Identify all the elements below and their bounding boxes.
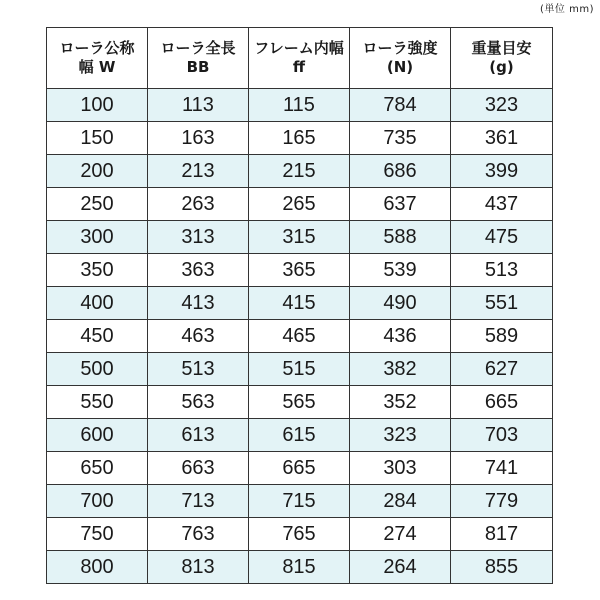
frame-inner-width-cell: 165 — [249, 122, 350, 155]
roller-length-cell: 363 — [148, 254, 249, 287]
header-line: ローラ強度 — [362, 39, 438, 57]
weight-cell: 475 — [451, 221, 553, 254]
table-row — [47, 89, 553, 122]
header-line: BB — [186, 58, 210, 76]
frame-inner-width-cell: 365 — [249, 254, 350, 287]
roller-strength-cell: 735 — [350, 122, 451, 155]
nominal-width-cell: 150 — [47, 122, 148, 155]
weight-cell: 323 — [451, 89, 553, 122]
weight-cell: 779 — [451, 485, 553, 518]
roller-strength-cell: 490 — [350, 287, 451, 320]
nominal-width-cell: 750 — [47, 518, 148, 551]
roller-strength-cell: 382 — [350, 353, 451, 386]
roller-length-cell: 413 — [148, 287, 249, 320]
table-row — [47, 452, 553, 485]
weight-cell: 855 — [451, 551, 553, 584]
weight-cell: 741 — [451, 452, 553, 485]
nominal-width-cell: 200 — [47, 155, 148, 188]
roller-length-cell: 163 — [148, 122, 249, 155]
frame-inner-width-cell: 815 — [249, 551, 350, 584]
nominal-width-cell: 700 — [47, 485, 148, 518]
header-line: フレーム内幅 — [254, 39, 344, 57]
header-frame-inner-width — [249, 28, 350, 89]
weight-cell: 399 — [451, 155, 553, 188]
roller-spec-table — [46, 27, 553, 584]
weight-cell: 627 — [451, 353, 553, 386]
table-body — [47, 89, 553, 584]
weight-cell: 551 — [451, 287, 553, 320]
weight-cell: 361 — [451, 122, 553, 155]
roller-strength-cell: 352 — [350, 386, 451, 419]
roller-length-cell: 463 — [148, 320, 249, 353]
header-line: ff — [292, 58, 306, 76]
table-row — [47, 155, 553, 188]
frame-inner-width-cell: 515 — [249, 353, 350, 386]
roller-strength-cell: 686 — [350, 155, 451, 188]
nominal-width-cell: 100 — [47, 89, 148, 122]
table-row — [47, 386, 553, 419]
nominal-width-cell: 650 — [47, 452, 148, 485]
table-row — [47, 551, 553, 584]
table-row — [47, 287, 553, 320]
roller-length-cell: 713 — [148, 485, 249, 518]
frame-inner-width-cell: 215 — [249, 155, 350, 188]
header-roller-strength — [350, 28, 451, 89]
table-row — [47, 518, 553, 551]
roller-strength-cell: 637 — [350, 188, 451, 221]
frame-inner-width-cell: 265 — [249, 188, 350, 221]
roller-strength-cell: 539 — [350, 254, 451, 287]
nominal-width-cell: 400 — [47, 287, 148, 320]
nominal-width-cell: 800 — [47, 551, 148, 584]
header-line: (g) — [489, 58, 514, 76]
nominal-width-cell: 250 — [47, 188, 148, 221]
roller-strength-cell: 303 — [350, 452, 451, 485]
roller-length-cell: 613 — [148, 419, 249, 452]
roller-length-cell: 263 — [148, 188, 249, 221]
frame-inner-width-cell: 715 — [249, 485, 350, 518]
header-row — [47, 28, 553, 89]
roller-strength-cell: 436 — [350, 320, 451, 353]
weight-cell: 437 — [451, 188, 553, 221]
header-line: 重量目安 — [471, 39, 532, 57]
table-row — [47, 353, 553, 386]
header-line: 幅 W — [78, 58, 116, 76]
unit-note: (単位 mm) — [540, 4, 594, 15]
roller-length-cell: 763 — [148, 518, 249, 551]
roller-strength-cell: 284 — [350, 485, 451, 518]
roller-strength-cell: 784 — [350, 89, 451, 122]
table-row — [47, 485, 553, 518]
roller-strength-cell: 588 — [350, 221, 451, 254]
roller-strength-cell: 274 — [350, 518, 451, 551]
nominal-width-cell: 500 — [47, 353, 148, 386]
nominal-width-cell: 300 — [47, 221, 148, 254]
frame-inner-width-cell: 565 — [249, 386, 350, 419]
table-row — [47, 419, 553, 452]
nominal-width-cell: 550 — [47, 386, 148, 419]
header-nominal-width — [47, 28, 148, 89]
weight-cell: 817 — [451, 518, 553, 551]
frame-inner-width-cell: 415 — [249, 287, 350, 320]
nominal-width-cell: 350 — [47, 254, 148, 287]
table-row — [47, 254, 553, 287]
roller-length-cell: 113 — [148, 89, 249, 122]
header-roller-length — [148, 28, 249, 89]
header-line: ローラ全長 — [160, 39, 236, 57]
frame-inner-width-cell: 315 — [249, 221, 350, 254]
frame-inner-width-cell: 765 — [249, 518, 350, 551]
weight-cell: 589 — [451, 320, 553, 353]
weight-cell: 703 — [451, 419, 553, 452]
weight-cell: 513 — [451, 254, 553, 287]
frame-inner-width-cell: 615 — [249, 419, 350, 452]
roller-strength-cell: 323 — [350, 419, 451, 452]
roller-length-cell: 313 — [148, 221, 249, 254]
roller-length-cell: 513 — [148, 353, 249, 386]
table-row — [47, 221, 553, 254]
table-row — [47, 122, 553, 155]
roller-length-cell: 213 — [148, 155, 249, 188]
header-line: ローラ公称 — [59, 39, 135, 57]
frame-inner-width-cell: 665 — [249, 452, 350, 485]
header-weight — [451, 28, 553, 89]
table-row — [47, 320, 553, 353]
roller-length-cell: 563 — [148, 386, 249, 419]
roller-length-cell: 813 — [148, 551, 249, 584]
roller-strength-cell: 264 — [350, 551, 451, 584]
nominal-width-cell: 450 — [47, 320, 148, 353]
table-row — [47, 188, 553, 221]
nominal-width-cell: 600 — [47, 419, 148, 452]
table-header — [47, 28, 553, 89]
frame-inner-width-cell: 115 — [249, 89, 350, 122]
header-line: (N) — [386, 58, 414, 76]
roller-length-cell: 663 — [148, 452, 249, 485]
weight-cell: 665 — [451, 386, 553, 419]
frame-inner-width-cell: 465 — [249, 320, 350, 353]
